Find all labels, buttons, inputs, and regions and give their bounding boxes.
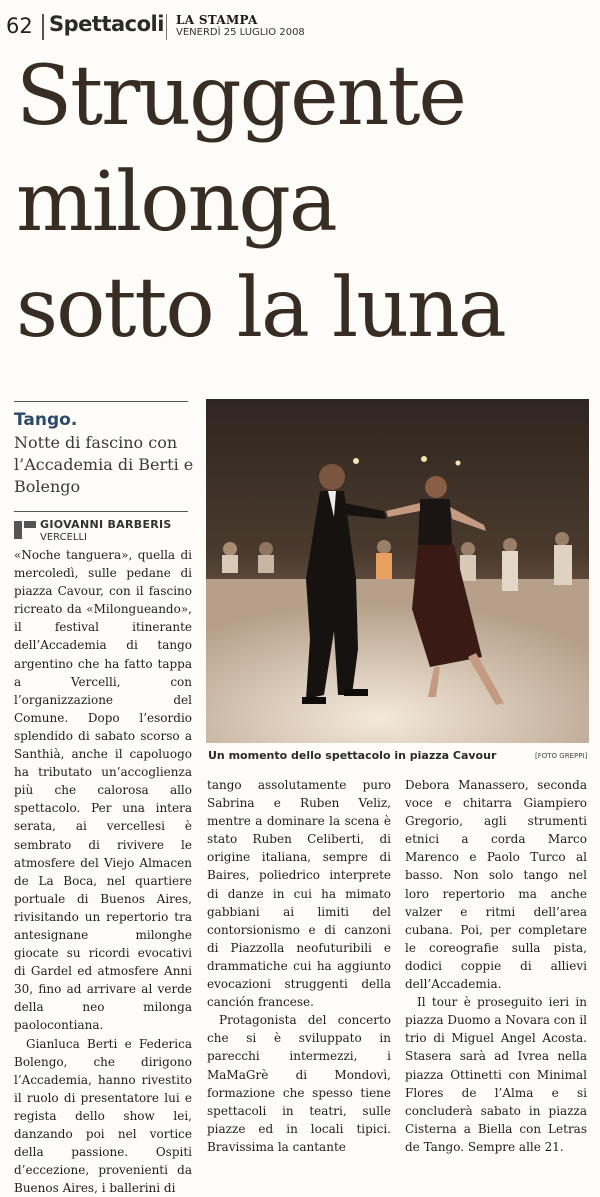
headline-line-2: milonga <box>16 155 336 250</box>
paragraph: Il tour è proseguito ieri in piazza Duomo a Novara con il trio di Miguel Angel Acosta. Stasera sarà ad Ivrea nella piazza Ottinetti con Minimal Flores de l’Alma e si concluderà sabato in piazza Cisterna a Biella con Letras de Tango. Sempre alle 21. <box>405 995 587 1154</box>
page-number: 62 <box>6 14 33 38</box>
tango-dancers-photo <box>206 399 589 743</box>
section-name: Spettacoli <box>49 12 164 36</box>
byline-logo-icon <box>14 521 36 539</box>
header-divider-2 <box>166 14 167 40</box>
divider-top <box>14 401 188 402</box>
paragraph: «Noche tanguera», quella di mercoledì, sulle pedane di piazza Cavour, con il fascino ricreato da «Milongueando», il festival itinerante dell’Accademia di tango argentino che ha fatto tappa a Vercelli, con l’organizzazione del Comune. Dopo l’esordio splendido di sabato scorso a Santhià, anche il capoluogo ha tributato un’accoglienza più che calorosa allo spettacolo. Per una intera serata, ai vercellesi è sembrato di rivivere le atmosfere del Viejo Almacen de La Boca, nel quartiere portuale di Buenos Aires, rivisitando un repertorio tra antesignane milonghe giocate su ricordi evocativi di Gardel ed atmosfere Anni 30, fino ad arrivare al verde della neo milonga paolocontiana. <box>14 548 192 1033</box>
paragraph: Debora Manassero, seconda voce e chitarra Giampiero Gregorio, agli strumenti etnici a corda Marco Marenco e Paolo Turco al basso. Non solo tango nel loro repertorio ma anche valzer e ritmi dell’area cubana. Poi, per completare le coreografie sulla pista, dodici coppie di allievi dell’Accademia. <box>405 778 587 992</box>
paragraph: Protagonista del concerto che si è sviluppato in parecchi intermezzi, i MaMaGrè di Mondovì, formazione che spesso tiene spettacoli in teatri, sulle piazze ed in locali tipici. Bravissima la cantante <box>207 1013 391 1154</box>
issue-date: VENERDÌ 25 LUGLIO 2008 <box>176 27 305 38</box>
photo-credit: [FOTO GREPPI] <box>535 752 588 760</box>
paragraph: Gianluca Berti e Federica Bolengo, che dirigono l’Accademia, hanno rivestito il ruolo di presentatore lui e regista dello show lei, danzando poi nel vortice della passione. Ospiti d’eccezione, provenienti da Buenos Aires, i ballerini di <box>14 1036 192 1196</box>
publication-name: LA STAMPA <box>176 13 258 27</box>
article-column-1 <box>14 546 192 1197</box>
page-header <box>0 0 600 44</box>
headline-line-1: Struggente <box>16 49 465 144</box>
divider-bottom <box>14 511 188 512</box>
byline-city: VERCELLI <box>40 532 88 543</box>
byline-author: GIOVANNI BARBERIS <box>40 518 172 531</box>
photo-caption: Un momento dello spettacolo in piazza Cavour <box>208 749 497 762</box>
subheadline: Notte di fascino con l’Accademia di Berti e Bolengo <box>14 433 194 496</box>
article-column-3 <box>405 776 587 1156</box>
headline <box>16 44 596 362</box>
article-column-2 <box>207 776 391 1156</box>
kicker: Tango. <box>14 410 78 430</box>
headline-line-3: sotto la luna <box>16 261 505 356</box>
header-divider <box>42 14 44 40</box>
paragraph: tango assolutamente puro Sabrina e Ruben Veliz, mentre a dominare la scena è stato Ruben Celiberti, di origine italiana, sempre di Baires, poliedrico interprete di danze in cui ha mimato gabbiani ai limiti del contorsionismo e di canzoni di Piazzolla neofuturibili e drammatiche cui ha aggiunto evocazioni struggenti della canción francese. <box>207 778 391 1010</box>
photo <box>206 399 589 743</box>
